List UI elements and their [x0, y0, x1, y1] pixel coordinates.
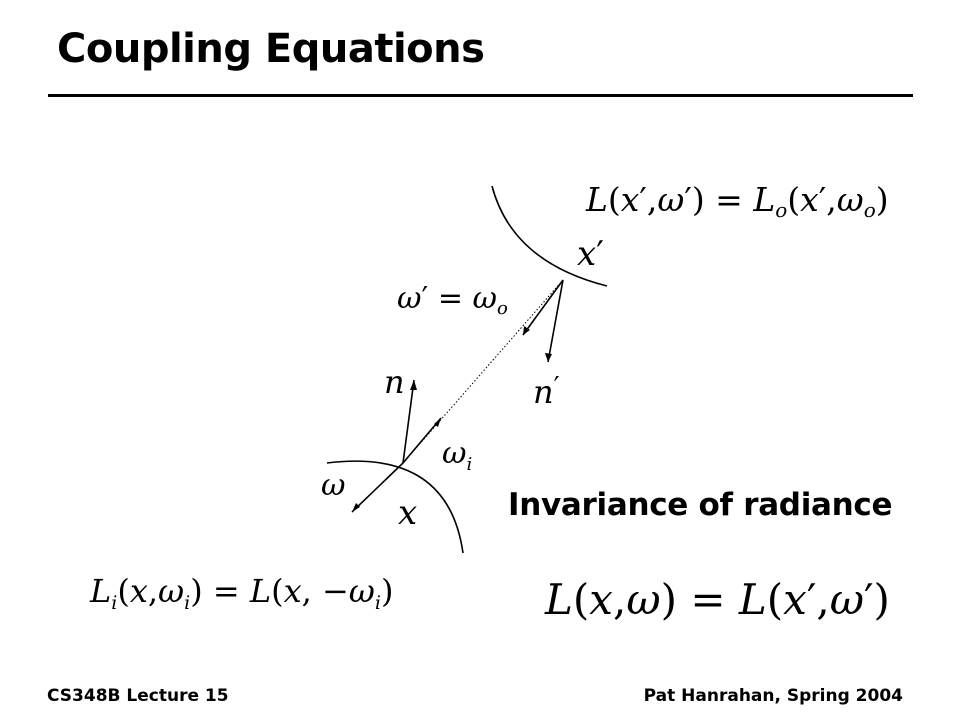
normal-n-arrow: [403, 380, 414, 463]
normal-n-prime-arrowhead: [545, 353, 552, 362]
equation-omega: $\omega' = \omega_o$: [397, 281, 508, 319]
omega-prime-arrow: [523, 280, 563, 335]
omega-arrow: [352, 463, 403, 512]
footer-lecture: CS348B Lecture 15: [47, 686, 229, 706]
equation-bottom-left: $L_i(x,\omega_i) = L(x$, $-\omega_i$): [90, 572, 394, 614]
label-omega-i: $\omega_i$: [442, 436, 473, 475]
slide-title: Coupling Equations: [57, 26, 485, 72]
label-x: x: [398, 493, 418, 533]
equation-bottom-right: L(x,ω) = L(x′,ω′): [545, 575, 890, 624]
label-x-prime: x′: [577, 234, 604, 274]
label-omega: ω: [321, 468, 346, 503]
footer-author: Pat Hanrahan, Spring 2004: [643, 686, 903, 706]
normal-n-arrowhead: [410, 380, 417, 390]
label-n: n: [384, 363, 405, 401]
label-n-prime: n′: [533, 372, 560, 411]
normal-n-prime-arrow: [548, 280, 563, 362]
omega-arrowhead: [352, 503, 360, 512]
equation-top: L(x′,ω′) = Lo(x′,ωo): [586, 180, 889, 222]
invariance-caption: Invariance of radiance: [508, 487, 893, 523]
lower-surface-curve: [327, 461, 463, 553]
